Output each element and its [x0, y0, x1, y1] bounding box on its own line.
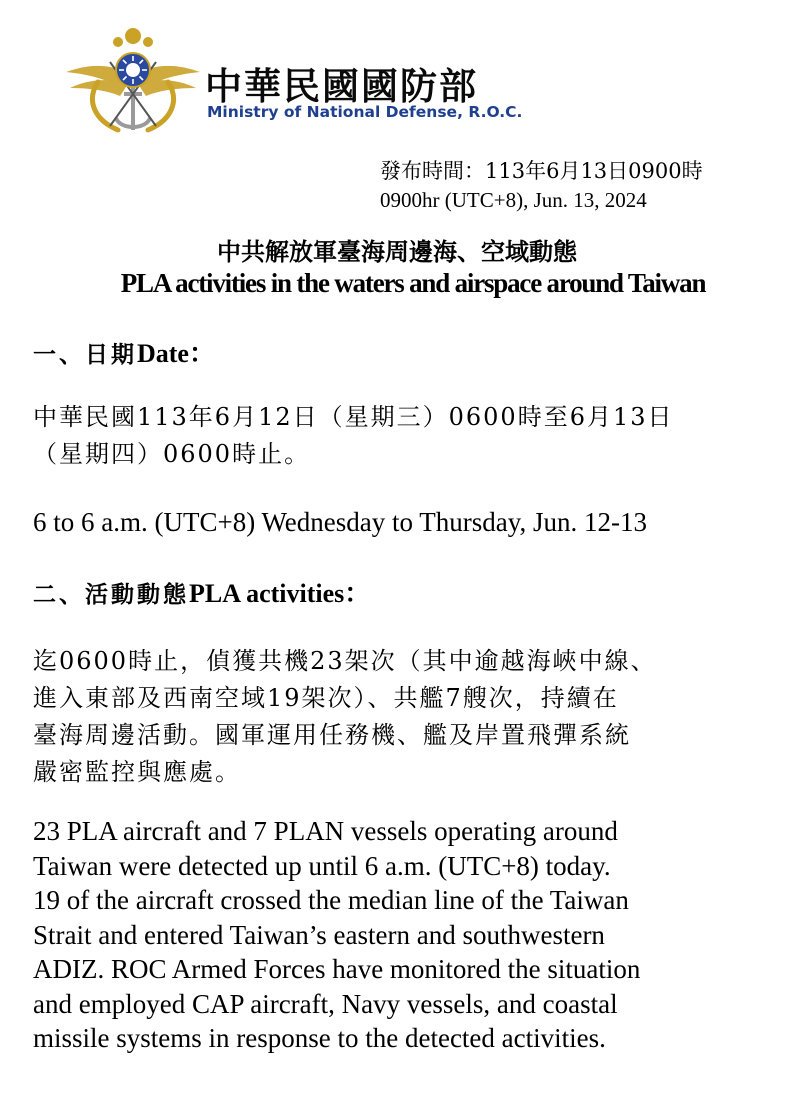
- activities-body-en: [33, 814, 773, 1056]
- section-activities-heading: [33, 573, 370, 610]
- date-body-zh: [33, 399, 773, 473]
- page-title-en: PLA activities in the waters and airspace around Taiwan: [120, 268, 706, 298]
- org-name-en: Ministry of National Defense, R.O.C.: [207, 103, 523, 121]
- release-time-en: 0900hr (UTC+8), Jun. 13, 2024: [380, 188, 647, 212]
- section-activities-heading-zh: 二、活動動態: [33, 582, 189, 608]
- activities-body-en-line: missile systems in response to the detected activities.: [33, 1023, 606, 1053]
- activities-body-en-line: 23 PLA aircraft and 7 PLAN vessels operating around: [33, 816, 618, 846]
- date-body-zh-line: （星期四）0600時止。: [33, 440, 311, 468]
- section-date-heading-zh: 一、日期: [33, 342, 137, 368]
- activities-body-zh-line: 嚴密監控與應處。: [33, 758, 241, 786]
- page-title-zh: 中共解放軍臺海周邊海、空域動態: [217, 238, 577, 266]
- release-time-zh: 發布時間：113年6月13日0900時: [380, 159, 703, 183]
- activities-body-zh-line: 臺海周邊活動。國軍運用任務機、艦及岸置飛彈系統: [33, 721, 631, 749]
- activities-body-en-line: 19 of the aircraft crossed the median line of the Taiwan: [33, 885, 629, 915]
- section-activities-heading-en: PLA activities：: [189, 579, 371, 608]
- section-date-heading: [33, 333, 215, 370]
- org-name-zh: 中華民國國防部: [205, 65, 478, 108]
- date-body-en-line: 6 to 6 a.m. (UTC+8) Wednesday to Thursday, Jun. 12-13: [33, 507, 647, 537]
- activities-body-en-line: ADIZ. ROC Armed Forces have monitored the situation: [33, 954, 641, 984]
- section-date-heading-en: Date：: [137, 339, 215, 368]
- activities-body-en-line: and employed CAP aircraft, Navy vessels, and coastal: [33, 988, 618, 1019]
- activities-body-zh-line: 進入東部及西南空域19架次）、共艦7艘次，持續在: [33, 684, 619, 712]
- date-body-zh-line: 中華民國113年6月12日（星期三）0600時至6月13日: [33, 403, 674, 431]
- activities-body-en-line: Strait and entered Taiwan’s eastern and southwestern: [33, 919, 605, 950]
- mnd-emblem-icon: [58, 22, 208, 140]
- activities-body-zh-line: 迄0600時止，偵獲共機23架次（其中逾越海峽中線、: [33, 647, 657, 675]
- activities-body-en-line: Taiwan were detected up until 6 a.m. (UTC+8) today.: [33, 850, 611, 881]
- activities-body-zh: [33, 643, 773, 791]
- date-body-en: [33, 505, 773, 540]
